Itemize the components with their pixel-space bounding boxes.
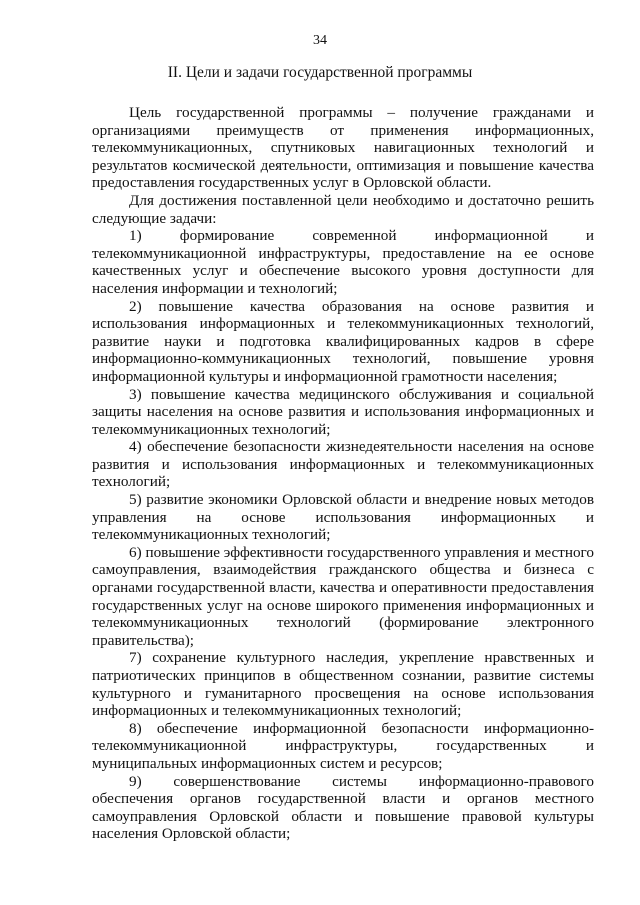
task-item-3: 3) повышение качества медицинского обслуживания и социальной защиты населения на основе развития и использования информационных и телекоммуникационных технологий;: [92, 385, 594, 438]
goal-paragraph: Цель государственной программы – получение гражданами и организациями преимуществ от применения информационных, телекоммуникационных, спутниковых навигационных технологий и результатов космической деятельности, оптимизация и повышение качества предоставления государственных услуг в Орловской области.: [92, 104, 594, 192]
section-heading: II. Цели и задачи государственной программы: [167, 64, 473, 81]
task-item-4: 4) обеспечение безопасности жизнедеятельности населения на основе развития и использования информационных и телекоммуникационных технологий;: [92, 438, 594, 491]
task-item-2: 2) повышение качества образования на основе развития и использования информационных и телекоммуникационных технологий, развитие науки и подготовка квалифицированных кадров в сфере информационно-коммуникационных технологий, повышение уровня информационной культуры и информационной грамотности населения;: [92, 297, 594, 385]
task-item-8: 8) обеспечение информационной безопасности информационно-телекоммуникационной инфраструктуры, государственных и муниципальных информационных систем и ресурсов;: [92, 719, 594, 772]
task-item-5: 5) развитие экономики Орловской области и внедрение новых методов управления на основе использования информационных и телекоммуникационных технологий;: [92, 491, 594, 544]
task-item-1: 1) формирование современной информационной и телекоммуникационной инфраструктуры, предоставление на ее основе качественных услуг и обеспечение высокого уровня доступности для населения информации и технологий;: [92, 227, 594, 297]
task-item-9: 9) совершенствование системы информационно-правового обеспечения органов государственной власти и органов местного самоуправления Орловской области и повышение правовой культуры населения Орловской области;: [92, 772, 594, 843]
page-number: 34: [313, 33, 327, 48]
task-item-6: 6) повышение эффективности государственного управления и местного самоуправления, взаимодействия гражданского общества и бизнеса с органами государственной власти, качества и оперативности предоставления государственных услуг на основе широкого применения информационных и телекоммуникационных технологий (формирование электронного правительства);: [92, 543, 594, 649]
document-body: [92, 104, 594, 843]
tasks-intro-paragraph: Для достижения поставленной цели необходимо и достаточно решить следующие задачи:: [92, 191, 594, 227]
task-item-7: 7) сохранение культурного наследия, укрепление нравственных и патриотических принципов в общественном сознании, развитие системы культурного и гуманитарного просвещения на основе использования информационных и телекоммуникационных технологий;: [92, 649, 594, 720]
